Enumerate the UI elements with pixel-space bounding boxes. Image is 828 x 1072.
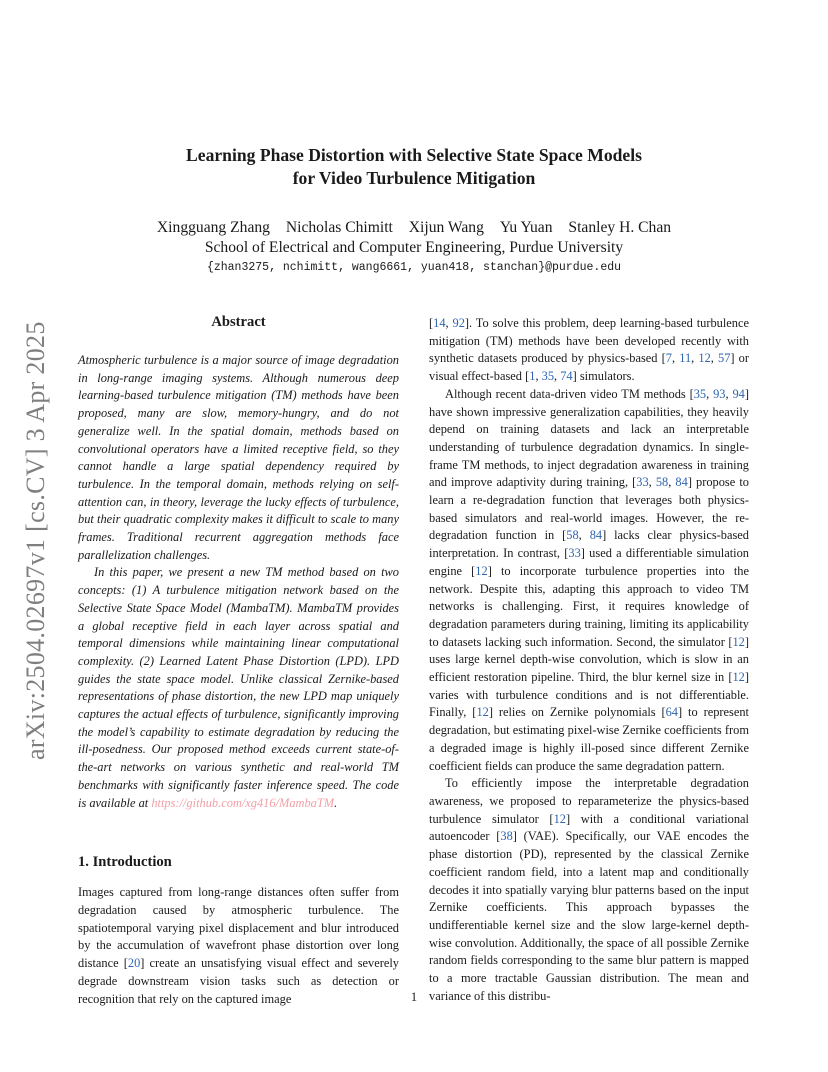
paragraph-text: ] lacks clear physics-based interpretation. In contrast, [ (429, 528, 749, 561)
citation-link[interactable]: 58 (655, 475, 669, 490)
paragraph-text: , (725, 386, 733, 401)
abstract-heading: Abstract (211, 314, 266, 330)
paragraph-text: ] simulators. (572, 369, 635, 384)
citation-link[interactable]: 58 (566, 528, 579, 543)
citation-link[interactable]: 12 (553, 811, 566, 826)
citation-link[interactable]: 12 (732, 634, 745, 649)
citation-link[interactable]: 84 (675, 475, 688, 490)
paragraph-text: , (710, 351, 718, 366)
paragraph-text: ] or visual effect-based [ (429, 351, 749, 384)
paragraph-text: , (535, 369, 542, 384)
paragraph-text: , (671, 351, 680, 366)
abstract-paragraph-1: Atmospheric turbulence is a major source of image degradation in long-range imaging systems. Although numerous deep learning-based turbulence mitigation (TM) methods have been proposed, many are slow, memory-hungry, and do not generalize well. In the spatial domain, methods based on convolutional operators have a limited receptive field, so they cannot handle a large spatial dependency required by turbulence. In the temporal domain, methods relying on self-attention can, in theory, leverage the lucky effects of turbulence, but their quadratic complexity makes it difficult to scale to many frames. Traditional recurrent aggregation methods face parallelization challenges. (78, 353, 399, 562)
paragraph-text: To efficiently impose the interpretable degradation awareness, we proposed to reparameterize the physics-based turbulence simulator [ (429, 776, 749, 826)
intro-text: Images captured from long-range distances often suffer from degradation caused by atmospheric turbulence. The spatiotemporal varying pixel displacement and blur introduced by the accumulation of wavefront phase distortion over long distance [ (78, 885, 399, 971)
paragraph-text: ] to represent degradation, but estimating pixel-wise Zernike coefficients from a degraded image is highly ill-posed since different Zernike coefficient fields can produce the same degradation pattern. (429, 705, 749, 773)
abstract-paragraph-2 (78, 564, 399, 812)
paragraph-text: ] with a conditional variational autoencoder [ (429, 811, 749, 844)
abstract-paragraph-2-text: In this paper, we present a new TM method based on two concepts: (1) A turbulence mitigation network based on the Selective State Space Model (MambaTM). MambaTM provides a global receptive field in each layer across spatial and temporal dimensions while maintaining linear computational complexity. (2) Learned Latent Phase Distortion (LPD). LPD guides the state space model. Unlike classical Zernike-based representations of phase distortion, the new LPD map uniquely captures the actual effects of turbulence, significantly improving the model’s capability to estimate degradation by reducing the ill-posedness. Our proposed method exceeds current state-of-the-art networks on various synthetic and real-world TM benchmarks with significantly faster inference speed. The code is available at (78, 565, 399, 810)
citation-link[interactable]: 38 (500, 829, 513, 844)
author-list (0, 218, 828, 238)
citation-link[interactable]: 84 (589, 528, 603, 543)
intro-paragraph-2 (429, 386, 749, 775)
paragraph-text: , (648, 475, 656, 490)
citation-link[interactable]: 93 (713, 386, 726, 401)
author-name: Xijun Wang (408, 219, 484, 236)
paragraph-text: , (554, 369, 561, 384)
author-name: Yu Yuan (499, 219, 553, 236)
paragraph-text: ] propose to learn a re-degradation function that leverages both physics-based simulators and real-world images. However, the re-degradation function in [ (429, 475, 749, 543)
citation-link[interactable]: 74 (560, 369, 573, 384)
introduction-heading: 1. Introduction (78, 854, 172, 871)
code-link[interactable]: https://github.com/xg416/MambaTM (151, 795, 335, 810)
paragraph-text: ] relies on Zernike polynomials [ (488, 705, 666, 720)
affiliation: School of Electrical and Computer Engineering, Purdue University (204, 239, 624, 256)
intro-paragraph-continued (429, 315, 749, 386)
citation-link[interactable]: 35 (693, 386, 707, 401)
paragraph-text: ] to incorporate turbulence properties into the network. Despite this, adapting this approach to video TM networks is challenging. First, it requires knowledge of degradation parameters during training, limiting its applicability to datasets lacking such information. Second, the simulator [ (429, 563, 749, 649)
citation-link[interactable]: 33 (568, 546, 581, 561)
paragraph-text: ] (VAE). Specifically, our VAE encodes the phase distortion (PD), represented by the classical Zernike coefficient random field, into a latent map and conditionally decodes it into spatially varying blur patterns based on the input Zernike coefficients. This approach bypasses the undifferentiable kernel size and the slow large-kernel depth-wise convolution. Additionally, the space of all possible Zernike random fields corresponding to the same blur pattern is mapped to a more tractable Gaussian distribution. The mean and variance of this distribu- (429, 829, 749, 1003)
left-column (78, 312, 399, 1008)
title-line-1: Learning Phase Distortion with Selective State Space Models (186, 145, 642, 165)
citation-link[interactable]: 64 (665, 705, 678, 720)
citation-link[interactable]: 57 (718, 351, 731, 366)
author-name: Nicholas Chimitt (285, 219, 393, 236)
citation-link[interactable]: 12 (698, 351, 711, 366)
paragraph-text: , (706, 386, 714, 401)
paragraph-text: ] have shown impressive generalization capabilities, they heavily depend on training datasets and lack an interpretable understanding of turbulence degradation dynamics. In single-frame TM methods, to inject degradation awareness in training and improve adaptivity during training, [ (429, 386, 749, 490)
citation-link[interactable]: 20 (127, 956, 141, 971)
abstract-body (78, 352, 399, 812)
page-number: 1 (410, 990, 418, 1004)
citation-link[interactable]: 14 (433, 316, 446, 330)
intro-text: ] create an unsatisfying visual effect and severely degrade downstream vision tasks such as detection or recognition that rely on the captured image (78, 956, 399, 1006)
right-column (429, 315, 749, 1005)
paragraph-text: , (445, 316, 453, 330)
citation-link[interactable]: 7 (665, 351, 672, 366)
citation-link[interactable]: 1 (529, 369, 536, 384)
citation-link[interactable]: 35 (541, 369, 555, 384)
author-emails: {zhan3275, nchimitt, wang6661, yuan418, stanchan}@purdue.edu (206, 261, 622, 274)
paragraph-text: ] uses large kernel depth-wise convolution, which is slow in an efficient restoration pipeline. Third, the blur kernel size in [ (429, 634, 749, 685)
paragraph-text: , (578, 528, 590, 543)
paper-title (0, 144, 828, 190)
intro-paragraph-3 (429, 775, 749, 1005)
arxiv-stamp: arXiv:2504.02697v1 [cs.CV] 3 Apr 2025 (21, 321, 50, 760)
title-line-2: for Video Turbulence Mitigation (292, 168, 536, 188)
paragraph-text: ]. To solve this problem, deep learning-based turbulence mitigation (TM) methods have been developed recently with synthetic datasets produced by physics-based [ (429, 316, 749, 366)
paragraph-text: ] varies with turbulence conditions and is not differentiable. Finally, [ (429, 670, 749, 720)
paragraph-text: , (691, 351, 699, 366)
citation-link[interactable]: 12 (732, 670, 745, 685)
paragraph-text: , (668, 475, 676, 490)
citation-link[interactable]: 11 (679, 351, 692, 366)
citation-link[interactable]: 92 (452, 316, 465, 330)
author-name: Stanley H. Chan (568, 219, 672, 236)
author-name: Xingguang Zhang (156, 219, 270, 236)
citation-link[interactable]: 94 (732, 386, 745, 401)
citation-link[interactable]: 33 (636, 475, 649, 490)
abstract-period: . (334, 795, 338, 810)
paragraph-text: ] used a differentiable simulation engine [ (429, 546, 750, 578)
citation-link[interactable]: 12 (476, 705, 489, 720)
paragraph-text: Although recent data-driven video TM methods [ (445, 386, 694, 401)
citation-link[interactable]: 12 (475, 563, 488, 578)
paragraph-text: [ (429, 316, 434, 330)
